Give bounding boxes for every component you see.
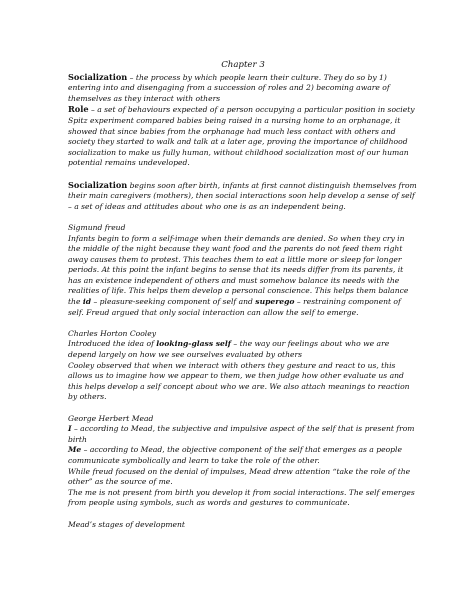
- mead-i-definition: [68, 424, 418, 445]
- term-socialization-2: Socialization: [68, 179, 128, 190]
- freud-heading: Sigmund freud: [68, 222, 126, 232]
- term-id: id: [82, 297, 92, 307]
- socialization-paragraph: [68, 180, 418, 213]
- term-role: Role: [68, 104, 89, 115]
- term-i: I: [68, 424, 72, 434]
- page-content: [68, 60, 418, 530]
- term-looking-glass-self: looking-glass self: [156, 339, 232, 349]
- term-socialization: Socialization: [68, 71, 128, 82]
- paragraph-gap: [68, 509, 418, 520]
- chapter-title: Chapter 3: [221, 60, 265, 70]
- freud-text-c: – restraining component of self. Freud argued that only social interaction can allow the self to emerge.: [68, 297, 401, 317]
- spitz-paragraph: Spitz experiment compared babies being raised in a nursing home to an orphanage, it showed that since babies from the orphanage had much less contact with others and society they started to walk and talk at a later age, proving the importance of childhood socialization to make us fully human, without childhood socialization most of our human potential remains undeveloped.: [68, 115, 409, 168]
- freud-text-b: – pleasure-seeking component of self and: [91, 297, 256, 307]
- mead-paragraph-2: The me is not present from birth you develop it from social interactions. The self emerges from people using symbols, such as words and gestures to communicate.: [68, 487, 415, 508]
- mead-me-definition: [68, 445, 418, 466]
- cooley-intro-b: – the way our feelings about who we are depend largely on how we see ourselves evaluated by others: [68, 339, 390, 360]
- role-definition-text: – a set of behaviours expected of a person occupying a particular position in society: [88, 105, 415, 115]
- paragraph-gap: [68, 169, 418, 180]
- cooley-intro-a: Introduced the idea of: [68, 339, 157, 349]
- socialization-definition-text: – the process by which people learn their culture. They do so by 1) entering into and disengaging from a succession of roles and 2) becoming aware of themselves as they interact with others: [68, 72, 390, 103]
- mead-stages-heading: Mead’s stages of development: [68, 519, 185, 529]
- socialization-definition: [68, 72, 418, 105]
- paragraph-gap: [68, 318, 418, 329]
- cooley-paragraph: Cooley observed that when we interact with others they gesture and react to us, this allows us to imagine how we appear to them, we then judge how other evaluate us and this helps develop a self concept about who we are. We also attach meanings to reaction by others.: [68, 360, 410, 402]
- mead-heading: George Herbert Mead: [68, 413, 154, 423]
- term-superego: superego: [255, 297, 295, 307]
- cooley-heading: Charles Horton Cooley: [68, 328, 157, 338]
- term-me: Me: [68, 445, 82, 455]
- role-definition: [68, 104, 418, 116]
- mead-me-text: – according to Mead, the objective component of the self that emerges as a people communicate symbolically and learn to take the role of the other.: [68, 445, 402, 465]
- freud-text-a: Infants begin to form a self-image when their demands are denied. So when they cry in the middle of the night because they want food and the parents do not feed them right away causes them to protest. This teaches them to eat a little more or sleep for longer periods. At this point the infant begins to sense that its needs differ from its parents, it has an existence independent of others and must somehow balance its needs with the realities of life. This helps them develop a personal conscience. This helps them balance the: [68, 233, 409, 307]
- socialization-paragraph-text: begins soon after birth, infants at first cannot distinguish themselves from their main caregivers (mothers), then social interactions soon help develop a sense of self – a set of ideas and attitudes about who one is as an independent being.: [68, 180, 417, 211]
- paragraph-gap: [68, 212, 418, 223]
- mead-i-text: – according to Mead, the subjective and impulsive aspect of the self that is present from birth: [68, 424, 415, 444]
- cooley-intro: [68, 339, 418, 360]
- freud-paragraph: [68, 234, 418, 319]
- mead-paragraph-1: While freud focused on the denial of impulses, Mead drew attention “take the role of the other” as the source of me.: [68, 466, 411, 487]
- paragraph-gap: [68, 403, 418, 414]
